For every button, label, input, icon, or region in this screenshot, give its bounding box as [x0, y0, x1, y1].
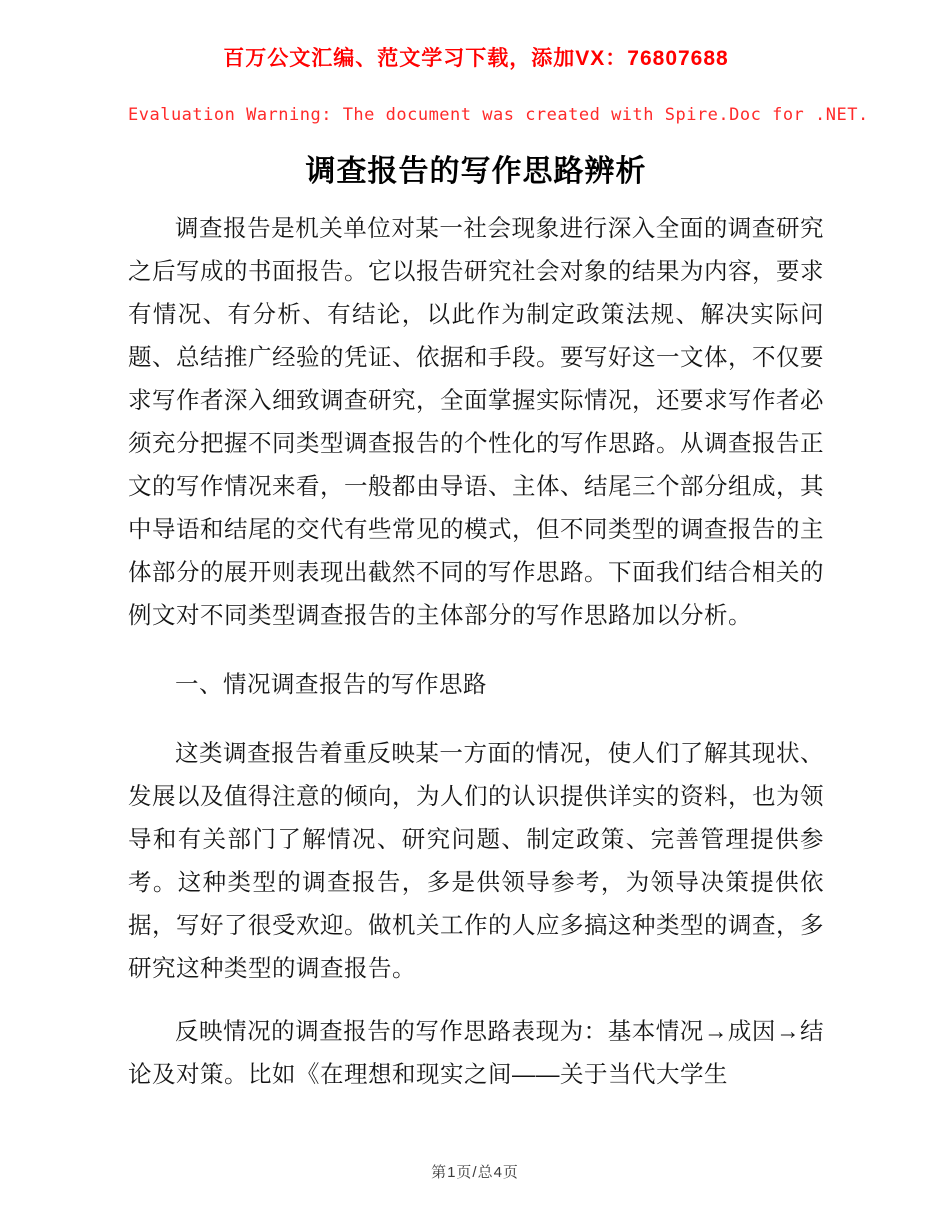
section-heading-1: 一、情况调查报告的写作思路: [175, 670, 487, 697]
document-body: [128, 207, 824, 1096]
paragraph-intro: 调查报告是机关单位对某一社会现象进行深入全面的调查研究之后写成的书面报告。它以报告研究社会对象的结果为内容，要求有情况、有分析、有结论，以此作为制定政策法规、解决实际问题、总结推广经验的凭证、依据和手段。要写好这一文体，不仅要求写作者深入细致调查研究，全面掌握实际情况，还要求写作者必须充分把握不同类型调查报告的个性化的写作思路。从调查报告正文的写作情况来看，一般都由导语、主体、结尾三个部分组成，其中导语和结尾的交代有些常见的模式，但不同类型的调查报告的主体部分的展开则表现出截然不同的写作思路。下面我们结合相关的例文对不同类型调查报告的主体部分的写作思路加以分析。: [128, 214, 824, 628]
document-title: 调查报告的写作思路辨析: [305, 154, 647, 188]
page-number: 第1页/总4页: [431, 1164, 519, 1181]
evaluation-warning: Evaluation Warning: The document was created with Spire.Doc for .NET.: [128, 105, 869, 126]
paragraph-example: 反映情况的调查报告的写作思路表现为：基本情况→成因→结论及对策。比如《在理想和现实之间——关于当代大学生: [128, 1017, 824, 1087]
paragraph-section-body: 这类调查报告着重反映某一方面的情况，使人们了解其现状、发展以及值得注意的倾向，为人们的认识提供详实的资料，也为领导和有关部门了解情况、研究问题、制定政策、完善管理提供参考。这种类型的调查报告，多是供领导参考，为领导决策提供依据，写好了很受欢迎。做机关工作的人应多搞这种类型的调查，多研究这种类型的调查报告。: [128, 739, 824, 981]
header-notice: 百万公文汇编、范文学习下载，添加VX：76807688: [223, 47, 729, 70]
